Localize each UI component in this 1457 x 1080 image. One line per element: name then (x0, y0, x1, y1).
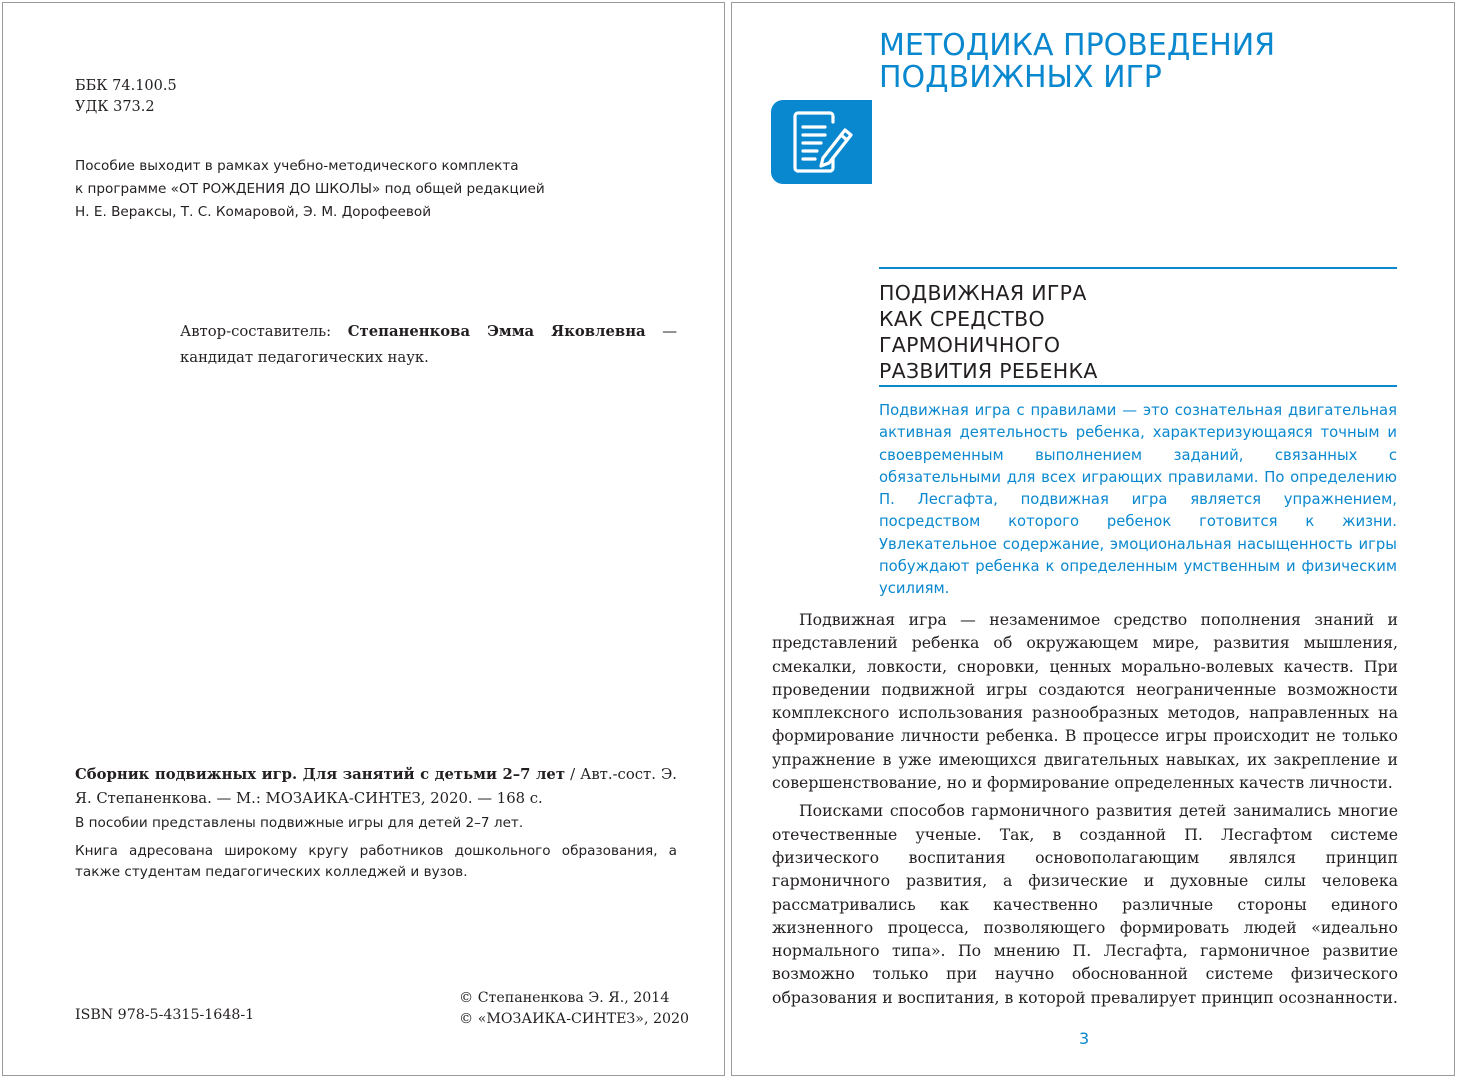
bbk-code: ББК 74.100.5 (75, 78, 177, 94)
chapter-title-line: ПОДВИЖНАЯ ИГРА (879, 281, 1087, 305)
body-paragraph: Подвижная игра — незаменимое средство пополнения знаний и представлений ребенка об окружающем мире, развития мышления, смекалки, ловкости, сноровки, ценных морально-волевых качеств. При проведении подвижной игры создаются неограниченные возможности комплексного использования разнообразных методов, направленных на формирование личности ребенка. В процессе игры происходит не только упражнение в уже имеющихся двигательных навыках, их закрепление и совершенствование, но и формирование определенных качеств личности. (772, 610, 1398, 793)
body-text (772, 608, 1398, 1009)
page-number: 3 (1079, 1029, 1090, 1048)
author-label: Автор-составитель: (180, 323, 348, 340)
section-icon-box (771, 100, 872, 184)
author-credit (180, 319, 677, 371)
document-pen-icon (771, 100, 872, 184)
chapter-title-line: РАЗВИТИЯ РЕБЕНКА (879, 359, 1098, 383)
bibliographic-details: / Авт.-сост. Э. Я. Степаненкова. — М.: МОЗАИКА-СИНТЕЗ, 2020. — 168 с. (75, 766, 677, 807)
chapter-title-line: КАК СРЕДСТВО (879, 307, 1045, 331)
series-note-line: Н. Е. Вераксы, Т. С. Комаровой, Э. М. Дорофеевой (75, 204, 432, 220)
section-title-line: МЕТОДИКА ПРОВЕДЕНИЯ (879, 28, 1276, 63)
chapter-rule-bottom (879, 385, 1397, 387)
copyright-author: © Степаненкова Э. Я., 2014 (459, 990, 670, 1006)
series-note (75, 155, 545, 224)
book-title: Сборник подвижных игр. Для занятий с детьми 2–7 лет (75, 766, 565, 783)
chapter-title-line: ГАРМОНИЧНОГО (879, 333, 1061, 357)
series-note-line: к программе «ОТ РОЖДЕНИЯ ДО ШКОЛЫ» под общей редакцией (75, 181, 545, 197)
copyright-publisher: © «МОЗАИКА-СИНТЕЗ», 2020 (459, 1011, 690, 1027)
chapter-rule-top (879, 267, 1397, 269)
bibliographic-record (75, 763, 677, 811)
series-note-line: Пособие выходит в рамках учебно-методического комплекта (75, 158, 519, 174)
annotation-second: Книга адресована широкому кругу работников дошкольного образования, а также студентам педагогических колледжей и вузов. (75, 843, 677, 880)
isbn: ISBN 978-5-4315-1648-1 (75, 1007, 255, 1023)
udk-code: УДК 373.2 (75, 99, 155, 115)
chapter-title (879, 280, 1098, 384)
section-title (879, 30, 1275, 94)
author-degree: — кандидат педагогических наук. (180, 323, 677, 366)
body-paragraph: Поисками способов гармоничного развития детей занимались многие отечественные ученые. Так, в созданной П. Лесгафтом системе физического воспитания основополагающим являлся принцип гармоничного развития, а физические и духовные силы человека рассматривались как качественно различные стороны единого жизненного процесса, позволяющего формировать людей «идеально нормального типа». По мнению П. Лесгафта, гармоничное развитие возможно только при научно обоснованной системе физического образования и воспитания, в которой превалирует принцип осознанности. (772, 801, 1398, 1007)
classification-codes (75, 76, 177, 118)
copyright-block (459, 988, 689, 1030)
author-name: Степаненкова Эмма Яковлевна (347, 323, 646, 340)
lead-paragraph: Подвижная игра с правилами — это сознательная двигательная активная деятельность ребенка, характеризующаяся точным и своевременным выполнением заданий, связанных с обязательными для всех играющих правилами. По определению П. Лесгафта, подвижная игра является упражнением, посредством которого ребенок готовится к жизни. Увлекательное содержание, эмоциональная насыщенность игры побуждают ребенка к определенным умственным и физическим усилиям. (879, 402, 1397, 598)
annotation-first: В пособии представлены подвижные игры для детей 2–7 лет. (75, 815, 524, 831)
section-title-line: ПОДВИЖНЫХ ИГР (879, 60, 1162, 95)
